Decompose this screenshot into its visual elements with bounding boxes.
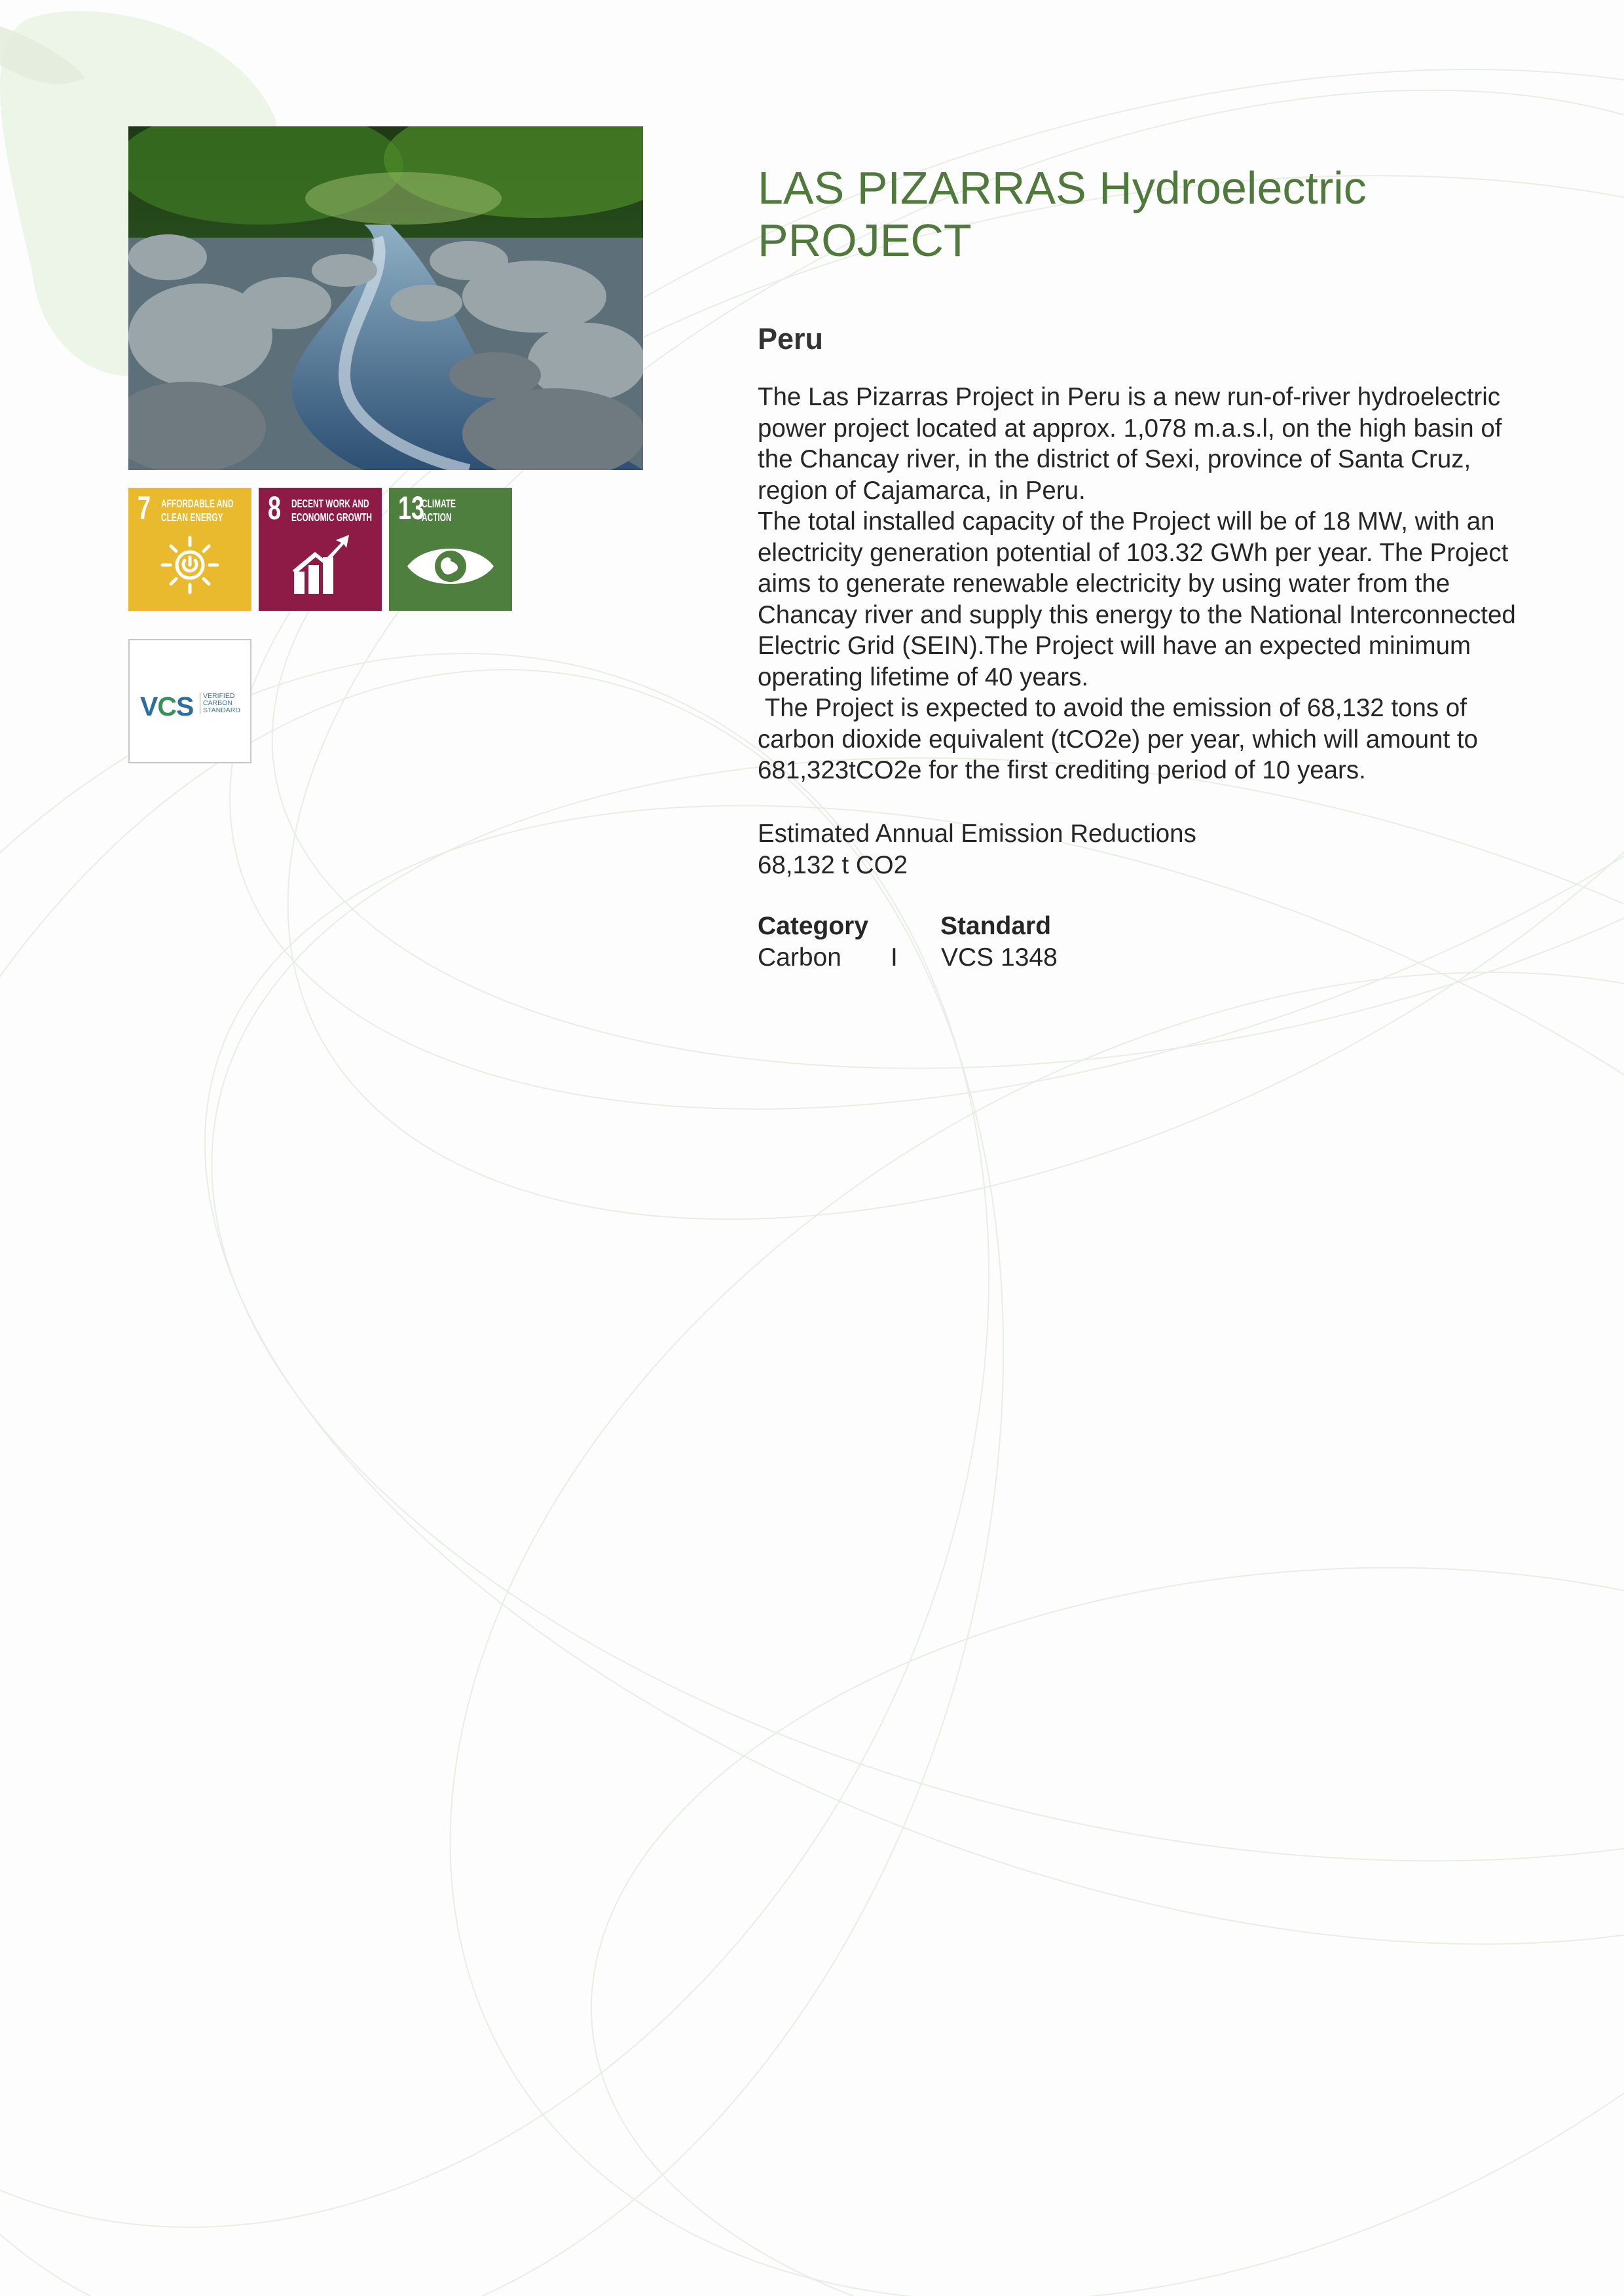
sdg-label: AFFORDABLE AND CLEAN ENERGY [161, 497, 234, 524]
page-title: LAS PIZARRAS Hydroelectric PROJECT [758, 162, 1367, 266]
standard-value: VCS 1348 [941, 943, 1058, 972]
growth-chart-icon [289, 532, 354, 598]
sdg-7-badge [128, 488, 251, 611]
sdg-13-badge [389, 488, 512, 611]
eye-globe-icon [405, 540, 496, 592]
project-description [758, 382, 1537, 786]
standard-header: Standard [940, 912, 1052, 940]
sun-power-icon [157, 532, 223, 598]
description-paragraph: The total installed capacity of the Project will be of 18 MW, with an electricity generation potential of 103.32 GWh per year. The Project aims to generate renewable electricity by using water from the Chancay river and supply this energy to the National Interconnected Electric Grid (SEIN).The Project will have an expected minimum operating lifetime of 40 years. [758, 507, 1523, 691]
country-heading: Peru [758, 322, 824, 355]
sdg-label: DECENT WORK AND ECONOMIC GROWTH [291, 497, 372, 524]
sdg-number: 13 [398, 490, 425, 526]
sdg-number: 7 [138, 490, 151, 526]
emissions-value: 68,132 t CO2 [758, 851, 908, 879]
vcs-logo-mark [140, 691, 193, 722]
sdg-label: CLIMATE ACTION [422, 497, 456, 524]
vcs-logo [128, 639, 251, 763]
description-paragraph: The Project is expected to avoid the emission of 68,132 tons of carbon dioxide equivalent (tCO2e) per year, which will amount to 681,323tCO2e for the first crediting period of 10 years. [758, 694, 1485, 784]
emissions-label: Estimated Annual Emission Reductions [758, 820, 1196, 848]
category-header: Category [758, 912, 869, 940]
vcs-mark-c: C [157, 691, 176, 721]
vcs-logo-subtext: VERIFIED CARBON STANDARD [200, 693, 240, 714]
sdg-8-badge [259, 488, 382, 611]
river-photo [128, 126, 643, 470]
detail-separator: I [891, 943, 898, 972]
description-paragraph: The Las Pizarras Project in Peru is a new run-of-river hydroelectric power project located at approx. 1,078 m.a.s.l, on the high basin of the Chancay river, in the district of Sexi, province of Santa Cruz, region of Cajamarca, in Peru. [758, 383, 1509, 505]
vcs-mark-s: S [175, 691, 194, 721]
category-value: Carbon [758, 943, 841, 972]
sdg-number: 8 [268, 490, 282, 526]
vcs-mark-v: V [140, 691, 158, 721]
